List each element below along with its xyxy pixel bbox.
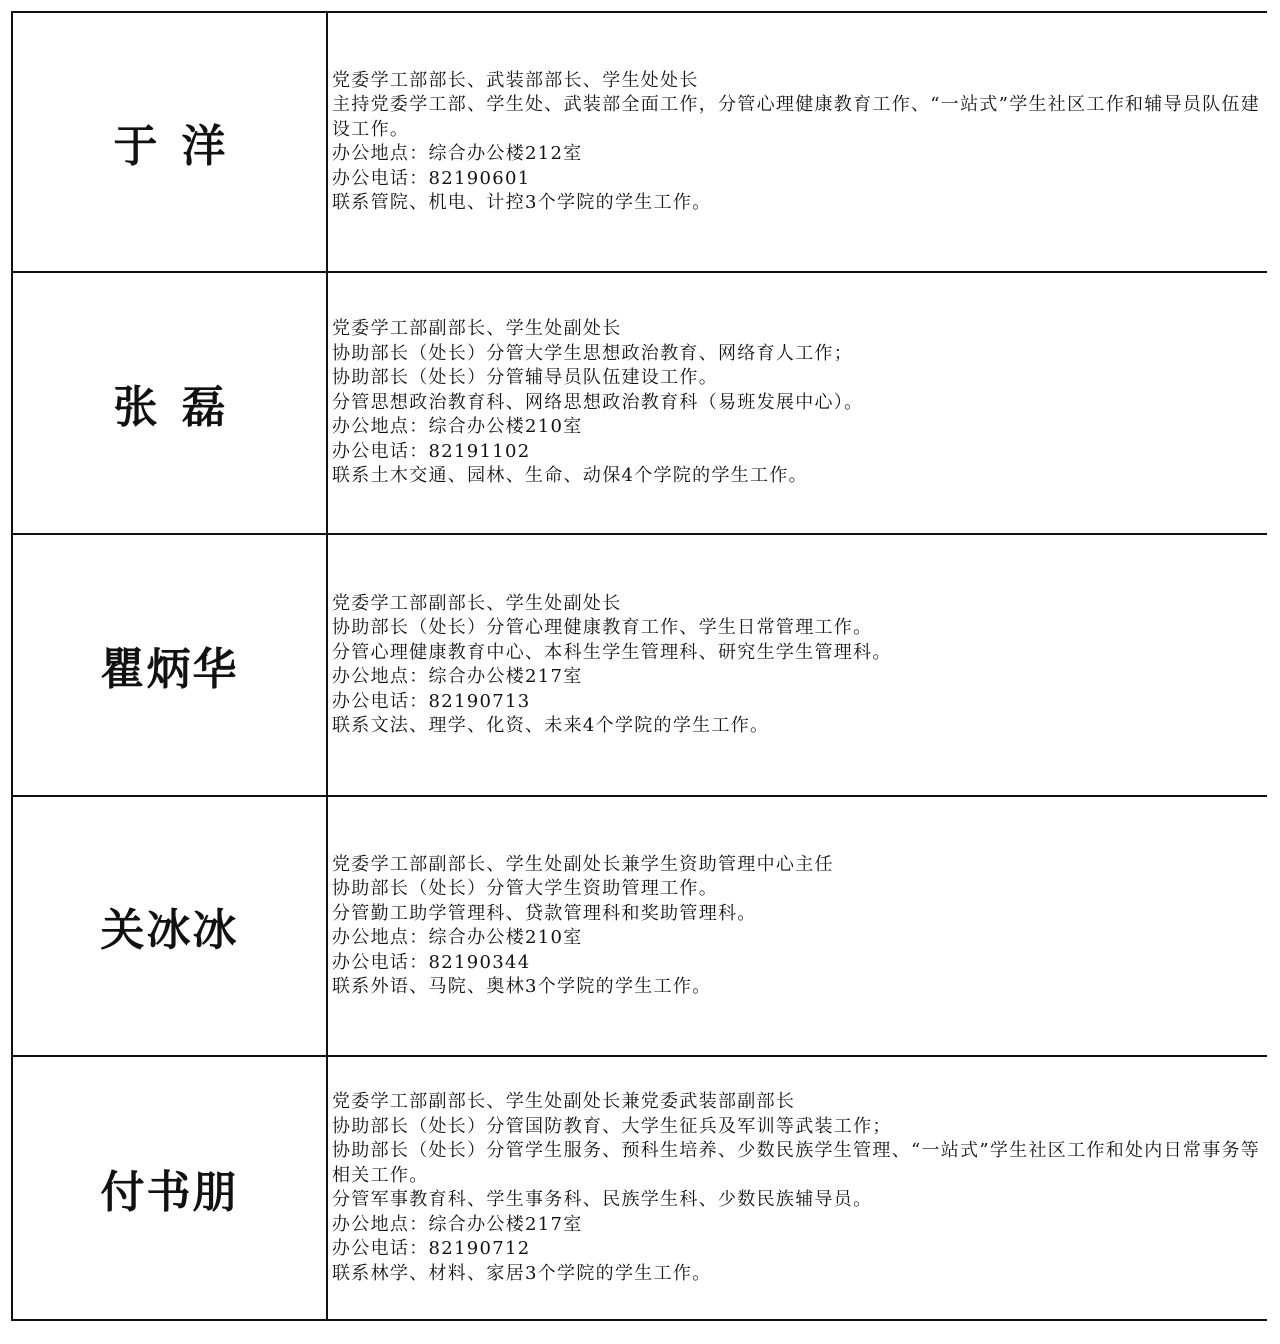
duty-line: 协助部长（处长）分管学生服务、预科生培养、少数民族学生管理、“一站式”学生社区工作和处内日常事务等相关工作。 [332,1140,1261,1186]
office-phone: 办公电话：82190713 [332,690,531,712]
detail-cell [328,535,1267,795]
detail-cell [328,13,1267,271]
liaison-line: 联系管院、机电、计控3个学院的学生工作。 [332,192,712,213]
position-line: 党委学工部副部长、学生处副处长兼学生资助管理中心主任 [332,853,834,875]
table-row [13,273,1267,535]
table-row [13,535,1267,797]
liaison-line: 联系土木交通、园林、生命、动保4个学院的学生工作。 [332,465,808,487]
duty-line: 主持党委学工部、学生处、武装部全面工作，分管心理健康教育工作、“一站式”学生社区工作和辅导员队伍建设工作。 [332,94,1261,140]
staff-name: 付书朋 [100,1167,239,1218]
office-location: 办公地点：综合办公楼210室 [332,416,583,438]
office-phone: 办公电话：82191102 [332,440,531,462]
name-cell [13,273,328,533]
staff-name: 瞿炳华 [100,644,239,695]
staff-name: 关冰冰 [100,905,239,956]
name-cell [13,535,328,795]
table-row [13,797,1267,1057]
duty-line: 分管勤工助学管理科、贷款管理科和奖助管理科。 [332,902,757,924]
name-cell [13,1057,328,1319]
detail-cell [328,273,1267,533]
duty-line: 分管军事教育科、学生事务科、民族学生科、少数民族辅导员。 [332,1189,873,1210]
duty-line: 协助部长（处长）分管大学生资助管理工作。 [332,878,718,899]
staff-name: 张磊 [113,382,250,433]
staff-name: 于洋 [113,121,250,172]
office-location: 办公地点：综合办公楼217室 [332,1213,583,1235]
liaison-line: 联系林学、材料、家居3个学院的学生工作。 [332,1262,712,1284]
office-phone: 办公电话：82190712 [332,1238,531,1259]
table-row [13,1057,1267,1321]
detail-cell [328,797,1267,1055]
office-phone: 办公电话：82190601 [332,167,531,189]
detail-cell [328,1057,1267,1319]
liaison-line: 联系文法、理学、化资、未来4个学院的学生工作。 [332,715,770,736]
staff-table [11,11,1267,1321]
position-line: 党委学工部部长、武装部部长、学生处处长 [332,69,699,91]
office-location: 办公地点：综合办公楼210室 [332,927,583,948]
liaison-line: 联系外语、马院、奥林3个学院的学生工作。 [332,976,712,997]
position-line: 党委学工部副部长、学生处副处长 [332,592,622,614]
duty-line: 协助部长（处长）分管大学生思想政治教育、网络育人工作； [332,342,854,364]
office-location: 办公地点：综合办公楼217室 [332,666,583,687]
office-phone: 办公电话：82190344 [332,951,531,973]
position-line: 党委学工部副部长、学生处副处长兼党委武装部副部长 [332,1091,796,1112]
position-line: 党委学工部副部长、学生处副处长 [332,318,622,340]
duty-line: 协助部长（处长）分管心理健康教育工作、学生日常管理工作。 [332,617,873,638]
name-cell [13,797,328,1055]
duty-line: 协助部长（处长）分管国防教育、大学生征兵及军训等武装工作； [332,1115,892,1137]
duty-line: 分管思想政治教育科、网络思想政治教育科（易班发展中心）。 [332,391,864,413]
duty-line: 分管心理健康教育中心、本科生学生管理科、研究生学生管理科。 [332,641,892,663]
office-location: 办公地点：综合办公楼212室 [332,143,583,164]
duty-line: 协助部长（处长）分管辅导员队伍建设工作。 [332,367,718,389]
name-cell [13,13,328,271]
table-row [13,13,1267,273]
